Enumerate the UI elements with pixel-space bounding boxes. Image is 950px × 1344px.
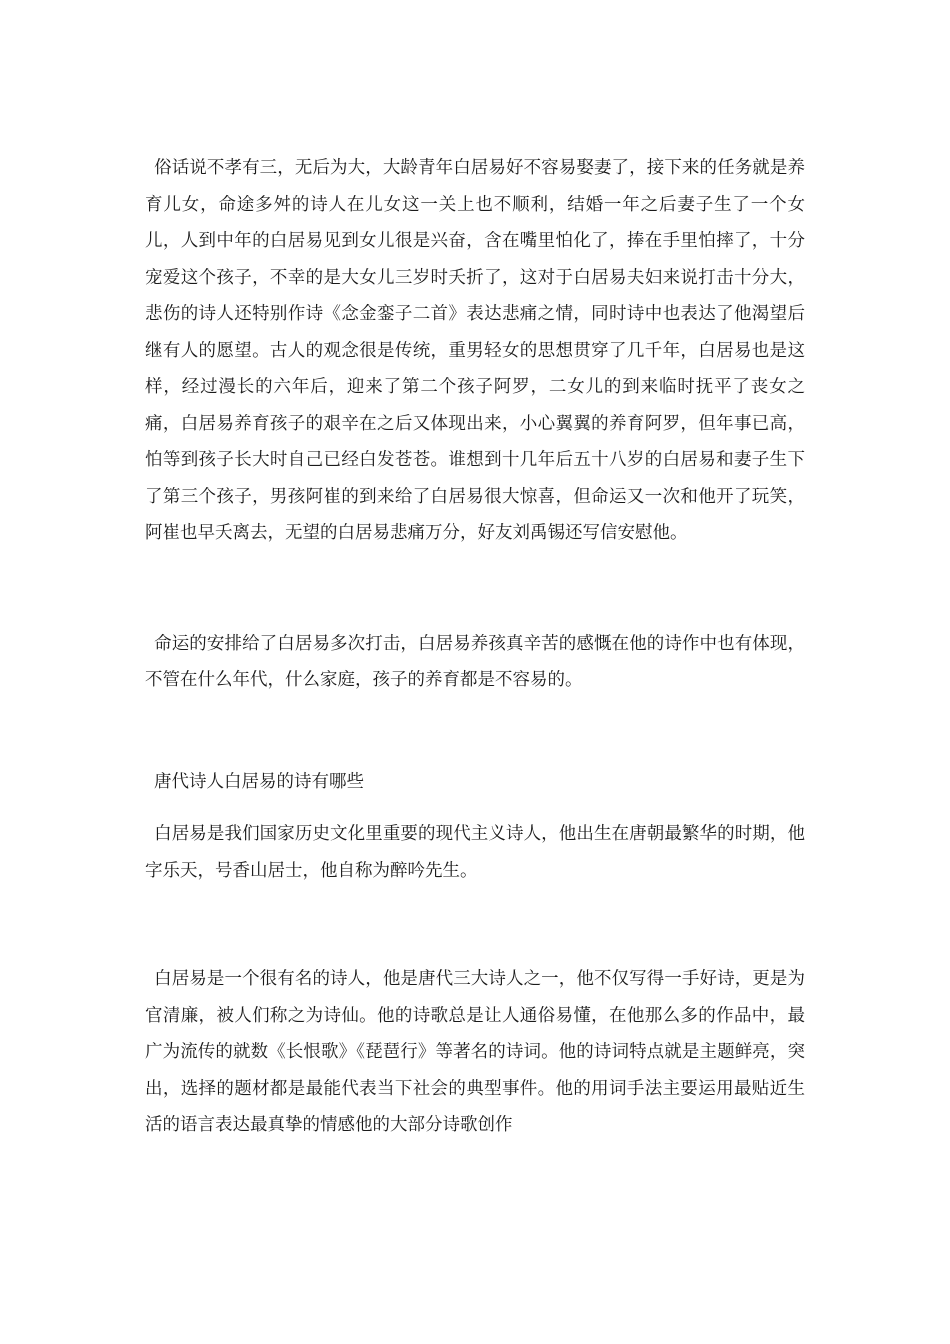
heading-text: 唐代诗人白居易的诗有哪些 [154, 771, 364, 792]
paragraph-poet-intro [145, 816, 805, 889]
document-body [145, 150, 805, 1144]
paragraph-children-story [145, 150, 805, 552]
paragraph-text: 白居易是我们国家历史文化里重要的现代主义诗人，他出生在唐朝最繁华的时期，他字乐天，号香山居士，他自称为醉吟先生。 [145, 824, 805, 881]
paragraph-text: 白居易是一个很有名的诗人，他是唐代三大诗人之一，他不仅写得一手好诗，更是为官清廉，被人们称之为诗仙。他的诗歌总是让人通俗易懂，在他那么多的作品中，最广为流传的就数《长恨歌》《琵琶行》等著名的诗词。他的诗词特点就是主题鲜亮，突出，选择的题材都是最能代表当下社会的典型事件。他的用词手法主要运用最贴近生活的语言表达最真挚的情感他的大部分诗歌创作 [145, 969, 805, 1135]
paragraph-poetry-style [145, 961, 805, 1144]
paragraph-text: 俗话说不孝有三，无后为大，大龄青年白居易好不容易娶妻了，接下来的任务就是养育儿女，命途多舛的诗人在儿女这一关上也不顺利，结婚一年之后妻子生了一个女儿，人到中年的白居易见到女儿很是兴奋，含在嘴里怕化了，捧在手里怕摔了，十分宠爱这个孩子，不幸的是大女儿三岁时夭折了，这对于白居易夫妇来说打击十分大，悲伤的诗人还特别作诗《念金銮子二首》表达悲痛之情，同时诗中也表达了他渴望后继有人的愿望。古人的观念很是传统，重男轻女的思想贯穿了几千年，白居易也是这样，经过漫长的六年后，迎来了第二个孩子阿罗，二女儿的到来临时抚平了丧女之痛，白居易养育孩子的艰辛在之后又体现出来，小心翼翼的养育阿罗，但年事已高，怕等到孩子长大时自己已经白发苍苍。谁想到十几年后五十八岁的白居易和妻子生下了第三个孩子，男孩阿崔的到来给了白居易很大惊喜，但命运又一次和他开了玩笑，阿崔也早夭离去，无望的白居易悲痛万分，好友刘禹锡还写信安慰他。 [145, 158, 805, 543]
section-heading [145, 764, 805, 801]
paragraph-text: 命运的安排给了白居易多次打击，白居易养孩真辛苦的感慨在他的诗作中也有体现，不管在什么年代，什么家庭，孩子的养育都是不容易的。 [145, 633, 805, 690]
paragraph-fate-summary [145, 626, 805, 699]
